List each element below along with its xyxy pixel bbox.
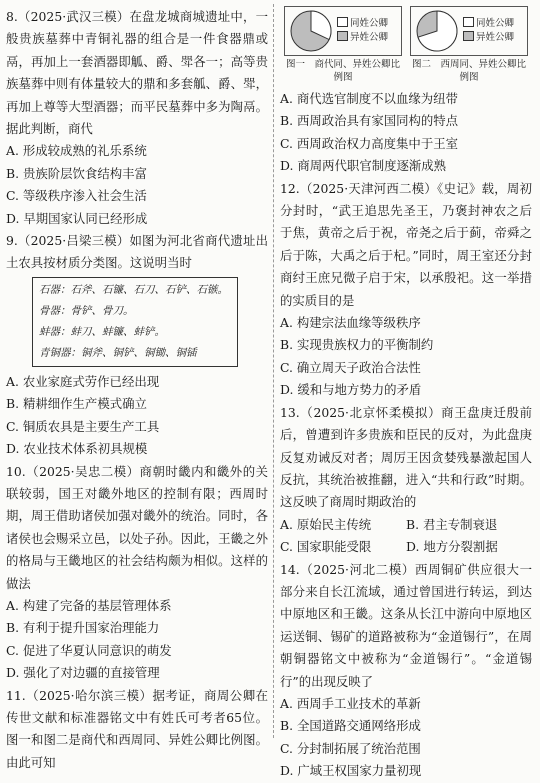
box-line-bone: 骨器：骨铲、骨刀。: [39, 304, 134, 317]
option-a: A. 构建了完备的基层管理体系: [6, 597, 172, 613]
figure-2-caption: 图二 西周同、异姓公卿比例图: [411, 59, 526, 83]
pie-chart-1: [289, 9, 333, 53]
option-b: B. 贵族阶层饮食结构丰富: [6, 165, 147, 181]
question-11-options: [280, 88, 532, 178]
pie-chart-2: [415, 9, 459, 53]
option-d: D. 缓和与地方势力的矛盾: [280, 382, 422, 398]
option-d: D. 强化了对边疆的直接管理: [6, 665, 160, 681]
option-c: C. 确立周天子政治合法性: [280, 359, 421, 375]
figure-1: [284, 6, 402, 88]
option-b: B. 精耕细作生产模式确立: [6, 396, 147, 412]
legend-swatch-different: [337, 31, 348, 41]
left-column: [6, 6, 268, 774]
question-8: [6, 6, 268, 230]
tool-category-box: [32, 277, 238, 367]
option-d: D. 地方分裂割据: [406, 539, 498, 555]
box-line-stone: 石器：石斧、石镰、石刀、石铲、石镞。: [39, 283, 228, 296]
question-stem: 11.（2025·哈尔滨三模）据考证，商周公卿在传世文献和标准器铭文中有姓氏可考者65位。图一和图二是商代和西周同、异姓公卿比例图。由此可知: [6, 687, 268, 770]
question-13: [280, 402, 532, 559]
legend-swatch-same: [337, 17, 348, 27]
option-c: C. 等级秩序渗入社会生活: [6, 188, 147, 204]
question-12: [280, 178, 532, 402]
option-b: B. 西周政治具有家国同构的特点: [280, 113, 459, 129]
legend-label-different: 异姓公卿: [476, 32, 515, 43]
option-a: A. 商代选官制度不以血缘为纽带: [280, 91, 458, 106]
option-a: A. 形成较成熟的礼乐系统: [6, 143, 147, 159]
question-stem: 13.（2025·北京怀柔模拟）商王盘庚迁殷前后，曾遭到许多贵族和臣民的反对，为此盘庚反复劝诫反对者；周厉王因贪婪残暴激起国人反抗，其统治被推翻，进入“共和行政”时期。这反映了商周时期政治的: [280, 404, 532, 510]
option-d: D. 早期国家认同已经形成: [6, 210, 148, 226]
legend-label-same: 同姓公卿: [350, 18, 389, 29]
option-b: B. 实现贵族权力的平衡制约: [280, 337, 434, 353]
option-c: C. 铜质农具是主要生产工具: [6, 418, 160, 434]
question-stem: 8.（2025·武汉三模）在盘龙城商城遗址中，一般贵族墓葬中青铜礼器的组合是一件食器鼎或鬲，再加上一套酒器即觚、爵、斝各一；高等贵族墓葬中则有体量较大的鼎和多套觚、爵、斝，再加上尊等大型酒器；而平民墓葬中多为陶鬲。据此判断，商代: [6, 9, 268, 137]
question-stem: 12.（2025·天津河西二模）《史记》载，周初分封时，“武王追思先圣王，乃褒封神农之后于焦，黄帝之后于祝，帝尧之后于蓟，帝舜之后于陈，大禹之后于杞。”同时，周王室还分封商纣王庶兄微子启于宋，以承殷祀。这一举措的实质目的是: [280, 180, 532, 308]
legend-swatch-different: [463, 31, 474, 41]
option-a: A. 构建宗法血缘等级秩序: [280, 315, 421, 331]
question-14: [280, 559, 532, 783]
box-line-bronze: 青铜器：铜斧、铜铲、铜锄、铜锸: [39, 346, 197, 359]
option-b: B. 全国道路交通网络形成: [280, 718, 421, 734]
option-b: B. 有利于提升国家治理能力: [6, 620, 160, 636]
legend-label-same: 同姓公卿: [476, 18, 515, 29]
pie-figures: [280, 6, 532, 88]
question-10: [6, 461, 268, 685]
question-stem: 9.（2025·吕梁三模）如图为河北省商代遗址出土农具按材质分类图。这说明当时: [6, 233, 268, 271]
option-a: A. 原始民主传统: [280, 516, 372, 532]
option-d: D. 广域王权国家力量初现: [280, 763, 422, 779]
right-column: [280, 6, 532, 783]
option-a: A. 西周手工业技术的革新: [280, 695, 421, 711]
option-b: B. 君主专制衰退: [406, 516, 498, 532]
question-11: [6, 685, 268, 775]
figure-2: [410, 6, 528, 88]
option-d: D. 商周两代职官制度逐渐成熟: [280, 158, 447, 174]
question-stem: 14.（2025·河北二模）西周铜矿供应很大一部分来自长江流域，通过曾国进行转运，到达中原地区和王畿。这条从长江中游向中原地区运送铜、锡矿的道路被称为“金道锡行”，在周朝铜器铭文中被称为“金道锡行”。“金道锡行”的出现反映了: [280, 561, 532, 689]
option-a: A. 农业家庭式劳作已经出现: [6, 373, 160, 389]
question-9: [6, 230, 268, 460]
question-stem: 10.（2025·吴忠二模）商朝时畿内和畿外的关联较弱，国王对畿外地区的控制有限；西周时期，周王借助诸侯加强对畿外的统治。同时，各诸侯也会赐采立邑，以处子孙。因此，王畿之外的格局与王畿地区的社会结构颇为相似。这样的做法: [6, 463, 268, 591]
option-c: C. 国家职能受限: [280, 539, 372, 555]
column-divider: [273, 4, 274, 738]
option-d: D. 农业技术体系初具规模: [6, 441, 148, 457]
legend-label-different: 异姓公卿: [350, 32, 389, 43]
option-c: C. 促进了华夏认同意识的萌发: [6, 642, 172, 658]
option-c: C. 分封制拓展了统治范围: [280, 740, 421, 756]
option-c: C. 西周政治权力高度集中于王室: [280, 135, 458, 151]
box-line-shell: 蚌器：蚌刀、蚌镰、蚌铲。: [39, 325, 165, 338]
legend-swatch-same: [463, 17, 474, 27]
figure-1-caption: 图一 商代同、异姓公卿比例图: [285, 59, 400, 83]
